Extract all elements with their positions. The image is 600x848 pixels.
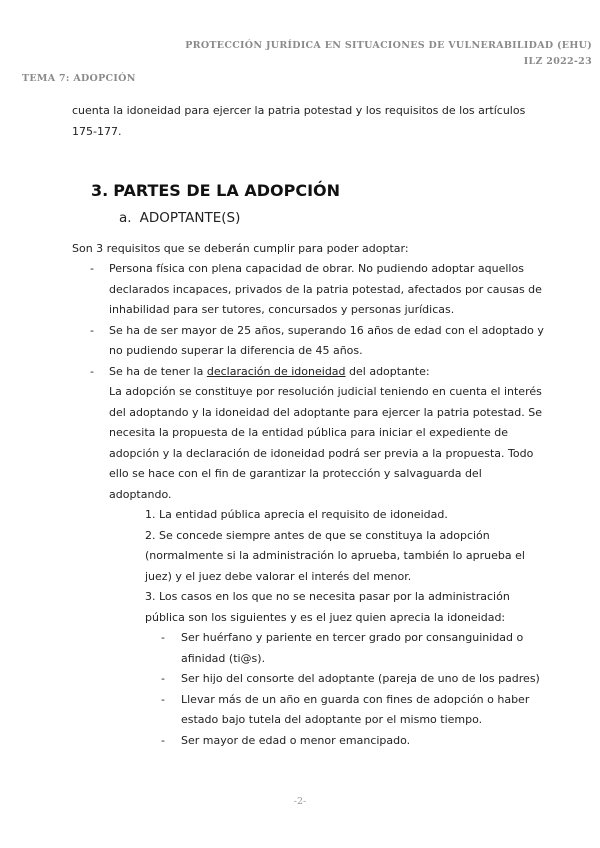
case-text: Llevar más de un año en guarda con fines de adopción o haber estado bajo tutela del adoptante por el mismo tiempo.: [181, 692, 530, 726]
list-item: [161, 628, 545, 669]
dash-bullet: -: [161, 631, 165, 644]
requirement-capacity: Persona física con plena capacidad de obrar. No pudiendo adoptar aquellos declarados incapaces, privados de la patria potestad, afectados por causas de inhabilidad para ser tutores, concursados y personas jurídicas.: [109, 262, 542, 316]
subsection-title: ADOPTANTE(S): [139, 210, 241, 226]
running-header-title: PROTECCIÓN JURÍDICA EN SITUACIONES DE VULNERABILIDAD (EHU): [185, 40, 592, 51]
requirements-list: [90, 259, 545, 751]
case-text: Ser mayor de edad o menor emancipado.: [181, 733, 411, 747]
dash-bullet: -: [161, 733, 165, 747]
lead-paragraph: Son 3 requisitos que se deberán cumplir para poder adoptar:: [72, 242, 409, 255]
idoneity-link[interactable]: declaración de idoneidad: [206, 364, 346, 378]
intro-paragraph: cuenta la idoneidad para ejercer la patria potestad y los requisitos de los artículos 175-177.: [72, 104, 526, 138]
section-title: PARTES DE LA ADOPCIÓN: [113, 181, 341, 200]
dash-bullet: -: [90, 323, 94, 337]
requirement-idoneity-post: del adoptante:: [345, 364, 430, 378]
list-item: [90, 321, 545, 362]
running-header-topic: TEMA 7: ADOPCIÓN: [22, 73, 136, 84]
list-item: [90, 259, 545, 321]
page-number: -2-: [293, 796, 307, 807]
list-item: [90, 362, 545, 752]
dash-bullet: -: [161, 692, 165, 706]
numbered-item: 1. La entidad pública aprecia el requisito de idoneidad.: [145, 508, 448, 521]
list-item: [161, 731, 545, 752]
requirement-idoneity-pre: Se ha de tener la: [109, 364, 207, 378]
section-heading: [91, 181, 345, 200]
subsection-letter: a.: [119, 210, 132, 226]
section-number: 3.: [91, 181, 109, 200]
case-text: Ser huérfano y pariente en tercer grado por consanguinidad o afinidad (ti@s).: [181, 631, 524, 665]
case-text: Ser hijo del consorte del adoptante (pareja de uno de los padres): [181, 672, 540, 685]
subsection-heading: [119, 210, 248, 226]
numbered-item: [145, 587, 545, 751]
exception-cases-list: [145, 628, 545, 751]
dash-bullet: -: [90, 262, 94, 275]
list-item: [161, 669, 545, 690]
numbered-item-text: 3. Los casos en los que no se necesita pasar por la administración pública son los siguientes y es el juez quien aprecia la idoneidad:: [145, 590, 510, 624]
dash-bullet: -: [161, 672, 165, 685]
numbered-item: 2. Se concede siempre antes de que se constituya la adopción (normalmente si la administración lo aprueba, también lo aprueba el juez) y el juez debe valorar el interés del menor.: [145, 528, 525, 583]
idoneity-paragraph: La adopción se constituye por resolución judicial teniendo en cuenta el interés del adoptando y la idoneidad del adoptante para ejercer la patria potestad. Se necesita la propuesta de la entidad pública para iniciar el expediente de adopción y la declaración de idoneidad podrá ser previa a la propuesta. Todo ello se hace con el fin de garantizar la protección y salvaguarda del adoptando.: [109, 385, 543, 501]
running-header-course: ILZ 2022-23: [523, 56, 592, 67]
list-item: [161, 690, 545, 731]
dash-bullet: -: [90, 364, 94, 378]
requirement-age: Se ha de ser mayor de 25 años, superando 16 años de edad con el adoptado y no pudiendo superar la diferencia de 45 años.: [109, 323, 544, 357]
idoneity-numbered-list: [109, 505, 545, 751]
